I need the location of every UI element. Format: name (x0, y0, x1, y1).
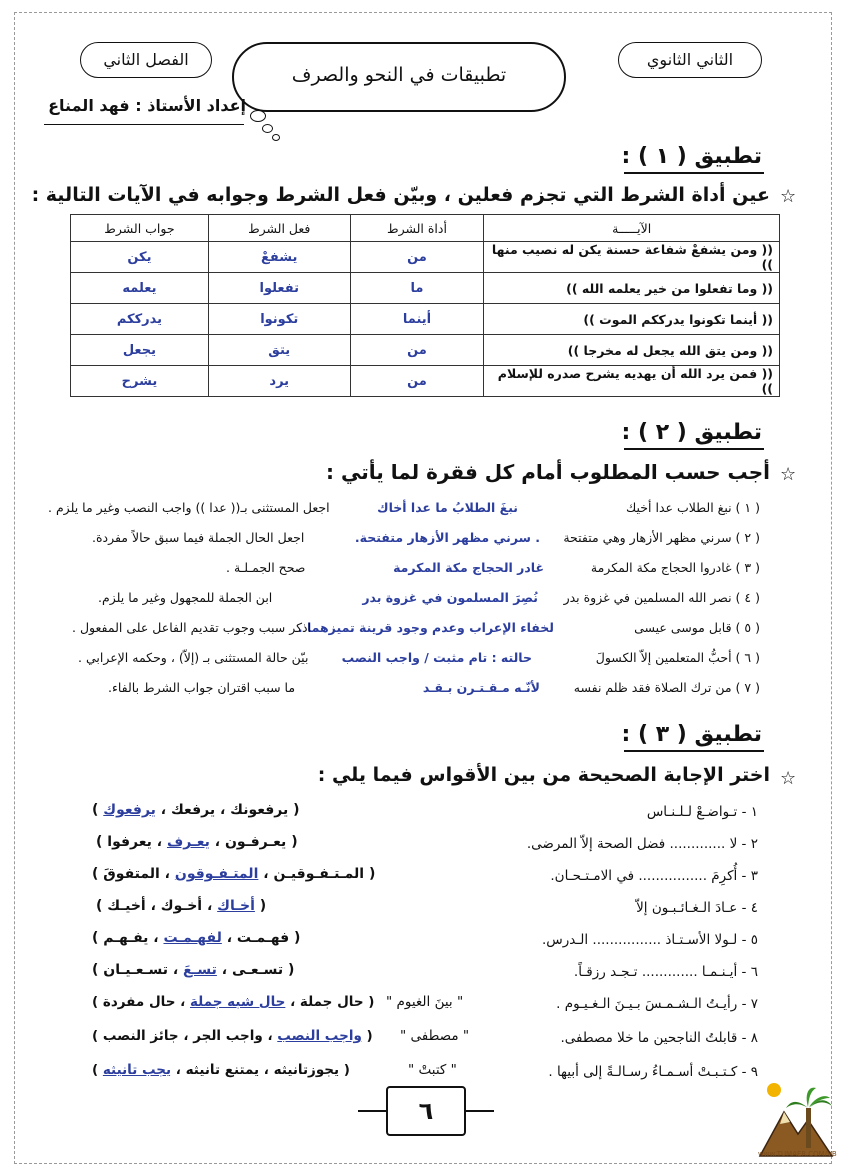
answer-cell: يجعل (71, 335, 209, 366)
answer-cell: يشرح (71, 366, 209, 397)
s3-options: ( تسـعـى ، تسـعَ ، تسـعـيـان ) (92, 962, 295, 978)
condition-cell: يتق (208, 335, 350, 366)
verses-table (70, 214, 780, 397)
star-icon: ☆ (780, 186, 797, 207)
tool-cell: ما (350, 273, 484, 304)
option: واجب الجر (193, 1028, 263, 1044)
cloud-bubble (262, 124, 273, 133)
tool-cell: من (350, 366, 484, 397)
table-row (71, 242, 780, 273)
s2-task: اجعل الحال الجملة فيما سبق حالاً مفردة. (92, 530, 305, 545)
condition-cell: تفعلوا (208, 273, 350, 304)
option: حال مفردة (102, 994, 176, 1010)
s3-sentence: ٨ - قابلتُ الناجحين ما خلا مصطفى. (560, 1030, 758, 1046)
s2-task: اجعل المستثنى بـ(( عدا )) واجب النصب وغير ما يلزم . (48, 500, 330, 515)
verse-cell: (( أينما تكونوا يدرككم الموت )) (484, 304, 780, 335)
s3-sentence: ٧ - رأيـتُ الـشـمـسَ بـيـنَ الـغـيـوم . (556, 996, 758, 1012)
option-correct: لفهـمـت (163, 930, 222, 946)
section3-instruction: اختر الإجابة الصحيحة من بين الأقواس فيما يلي : (317, 764, 770, 786)
cloud-bubble (272, 134, 280, 141)
logo-caption: www.TUMAER.COM/VB (758, 1150, 837, 1158)
section1-underline (624, 172, 764, 174)
s3-sentence: ١ - تـواضـعْ لـلـنـاس (646, 804, 758, 820)
section2-instruction: أجب حسب المطلوب أمام كل فقرة لما يأتي : (326, 460, 770, 484)
column-header: فعل الشرط (208, 215, 350, 242)
column-header: الآيـــــة (484, 215, 780, 242)
s2-sentence: ( ٦ ) أحبُّ المتعلمين إلاّ الكسولَ (595, 650, 760, 665)
section3-title: تطبيق (694, 722, 762, 747)
option: يعرفوا (107, 834, 152, 850)
prepared-by-underline (44, 124, 244, 125)
answer-cell: يكن (71, 242, 209, 273)
s3-quote: " بينَ الغيوم " (386, 994, 464, 1010)
s2-sentence: ( ٥ ) قابل موسى عيسى (634, 620, 760, 635)
tool-cell: من (350, 335, 484, 366)
option: يرفعك (171, 802, 216, 818)
option-correct: يجب تانيثه (102, 1062, 172, 1078)
option-correct: المتـفـوقون (174, 866, 259, 882)
condition-cell: تكونوا (208, 304, 350, 335)
s2-sentence: ( ٧ ) من ترك الصلاة فقد ظلم نفسه (573, 680, 760, 695)
section2-number: ( ٢ ) (637, 420, 687, 445)
s2-sentence: ( ٤ ) نصر الله المسلمين في غزوة بدر (563, 590, 760, 605)
answer-cell: يعلمه (71, 273, 209, 304)
s2-answer: لأنّـه مـقـتـرن بـقـد (422, 680, 540, 695)
section3-heading (621, 722, 762, 747)
s3-sentence: ٣ - أُكرِمَ ................ في الامـتـحـان. (550, 868, 758, 884)
term-label: الفصل الثاني (80, 42, 212, 78)
s2-task: ما سبب اقتران جواب الشرط بالفاء. (108, 680, 296, 695)
s2-answer: غادر الحجاج مكة المكرمة (393, 560, 544, 575)
s3-options: ( أخـاك ، أخـوك ، أخيـك ) (96, 898, 267, 914)
s3-options: ( فهـمـت ، لفهـمـت ، يفـهـم ) (92, 930, 301, 946)
star-icon: ☆ (780, 464, 797, 485)
option-correct: يرفعوك (103, 802, 156, 818)
section2-colon: : (621, 420, 631, 445)
s3-options: ( يجوزتانيثه ، يمتنع تانيثه ، يجب تانيثه ) (92, 1062, 350, 1078)
option-correct: أخـاك (217, 898, 255, 914)
column-header: أداة الشرط (350, 215, 484, 242)
section1-heading (621, 144, 762, 169)
verse-cell: (( ومن يتق الله يجعل له مخرجا )) (484, 335, 780, 366)
s2-answer: نبغَ الطلابُ ما عدا أخاك (377, 500, 518, 515)
page-number: ٦ (386, 1086, 466, 1136)
s3-sentence: ٦ - أيـنـمـا ............. تـجـد رزقـاً. (573, 964, 758, 980)
verse-cell: (( فمن يرد الله أن يهديه يشرح صدره للإسلام )) (484, 366, 780, 397)
option: المتفوقَ (103, 866, 160, 882)
section1-instruction: عين أداة الشرط التي تجزم فعلين ، وبيّن فعل الشرط وجوابه في الآيات التالية : (31, 184, 770, 206)
section2-title: تطبيق (694, 420, 762, 445)
section3-colon: : (621, 722, 631, 747)
option: حال جملة (299, 994, 364, 1010)
s2-task: بيّن حالة المستثنى بـ (إلاّ) ، وحكمه الإعرابي . (78, 650, 309, 665)
condition-cell: يشفعْ (208, 242, 350, 273)
section2-underline (624, 448, 764, 450)
verse-cell: (( ومن يشفعْ شفاعة حسنة يكن له نصيب منها )) (484, 242, 780, 273)
option: المـتـفـوقيـن (273, 866, 365, 882)
s2-sentence: ( ٣ ) غادروا الحجاج مكة المكرمة (590, 560, 760, 575)
section1-title: تطبيق (694, 144, 762, 169)
s3-options: ( حال جملة ، حال شبه جملة ، حال مفردة ) (92, 994, 375, 1010)
section2-heading (621, 420, 762, 445)
s3-options: ( المـتـفـوقيـن ، المتـفـوقون ، المتفوقَ ) (92, 866, 376, 882)
table-row (71, 366, 780, 397)
s3-sentence: ٤ - عـادَ الـغـائـبـون إلاّ (636, 900, 758, 916)
page-title: تطبيقات في النحو والصرف (291, 64, 507, 86)
tool-cell: أينما (350, 304, 484, 335)
option-correct: يعـرف (166, 834, 210, 850)
option: جائز النصب (102, 1028, 179, 1044)
table-row (71, 335, 780, 366)
s2-sentence: ( ١ ) نبغ الطلاب عدا أخيك (626, 500, 760, 515)
option-correct: حال شبه جملة (190, 994, 286, 1010)
table-header-row (71, 215, 780, 242)
option: تسـعـى (231, 962, 284, 978)
table-row (71, 304, 780, 335)
option: يرفعونك (230, 802, 289, 818)
s2-answer: نُصِرَ المسلمون في غزوة بدر (362, 590, 538, 605)
grade-label: الثاني الثانوي (618, 42, 762, 78)
s2-sentence: ( ٢ ) سرني مظهر الأزهار وهي متفتحة (563, 530, 760, 545)
s3-options: ( يعـرفـون ، يعـرف ، يعرفوا ) (96, 834, 298, 850)
s3-quote: " كتبتْ " (408, 1062, 457, 1078)
table-row (71, 273, 780, 304)
s2-task: صحح الجمـلـة . (226, 560, 306, 575)
section3-number: ( ٣ ) (637, 722, 687, 747)
title-cloud (232, 42, 566, 112)
cloud-bubble (250, 110, 266, 122)
s2-task: اذكر سبب وجوب تقديم الفاعل على المفعول . (72, 620, 312, 635)
s3-sentence: ٥ - لـولا الأسـتـاذ ................ الـدرس. (541, 932, 758, 948)
answer-cell: يدرككم (71, 304, 209, 335)
s3-sentence: ٩ - كـتـبـتْ أسـمـاءُ رسـالـةً إلى أبيها . (548, 1064, 758, 1080)
condition-cell: يرد (208, 366, 350, 397)
option: يجوزتانيثه (273, 1062, 340, 1078)
option: أخيـك (107, 898, 146, 914)
s3-options: ( يرفعونك ، يرفعك ، يرفعوك ) (92, 802, 300, 818)
s2-answer: . سرني مظهر الأزهار متفتحة. (354, 530, 540, 545)
option: يمتنع تانيثه (185, 1062, 260, 1078)
s2-answer: لخفاء الإعراب وعدم وجود قرينة تميزهما . (297, 620, 554, 635)
star-icon: ☆ (780, 768, 797, 789)
option: تسـعـيـان (103, 962, 168, 978)
s3-sentence: ٢ - لا ............. فضل الصحة إلاّ المرضى. (526, 836, 758, 852)
prepared-by: إعداد الأستاذ : فهد المناع (48, 96, 246, 115)
s3-options: ( واجب النصب ، واجب الجر ، جائز النصب ) (92, 1028, 373, 1044)
option-correct: واجب النصب (277, 1028, 362, 1044)
option: فهـمـت (236, 930, 290, 946)
section1-number: ( ١ ) (637, 144, 687, 169)
tool-cell: من (350, 242, 484, 273)
option-correct: تسـعَ (183, 962, 217, 978)
option: أخـوك (160, 898, 203, 914)
section3-underline (624, 750, 764, 752)
s2-answer: حالته : تام مثبت / واجب النصب (341, 650, 532, 665)
section1-colon: : (621, 144, 631, 169)
verse-cell: (( وما تفعلوا من خير يعلمه الله )) (484, 273, 780, 304)
s3-quote: " مصطفى " (400, 1028, 470, 1044)
option: يعـرفـون (224, 834, 287, 850)
option: يفـهـم (103, 930, 149, 946)
column-header: جواب الشرط (71, 215, 209, 242)
s2-task: ابن الجملة للمجهول وغير ما يلزم. (98, 590, 273, 605)
